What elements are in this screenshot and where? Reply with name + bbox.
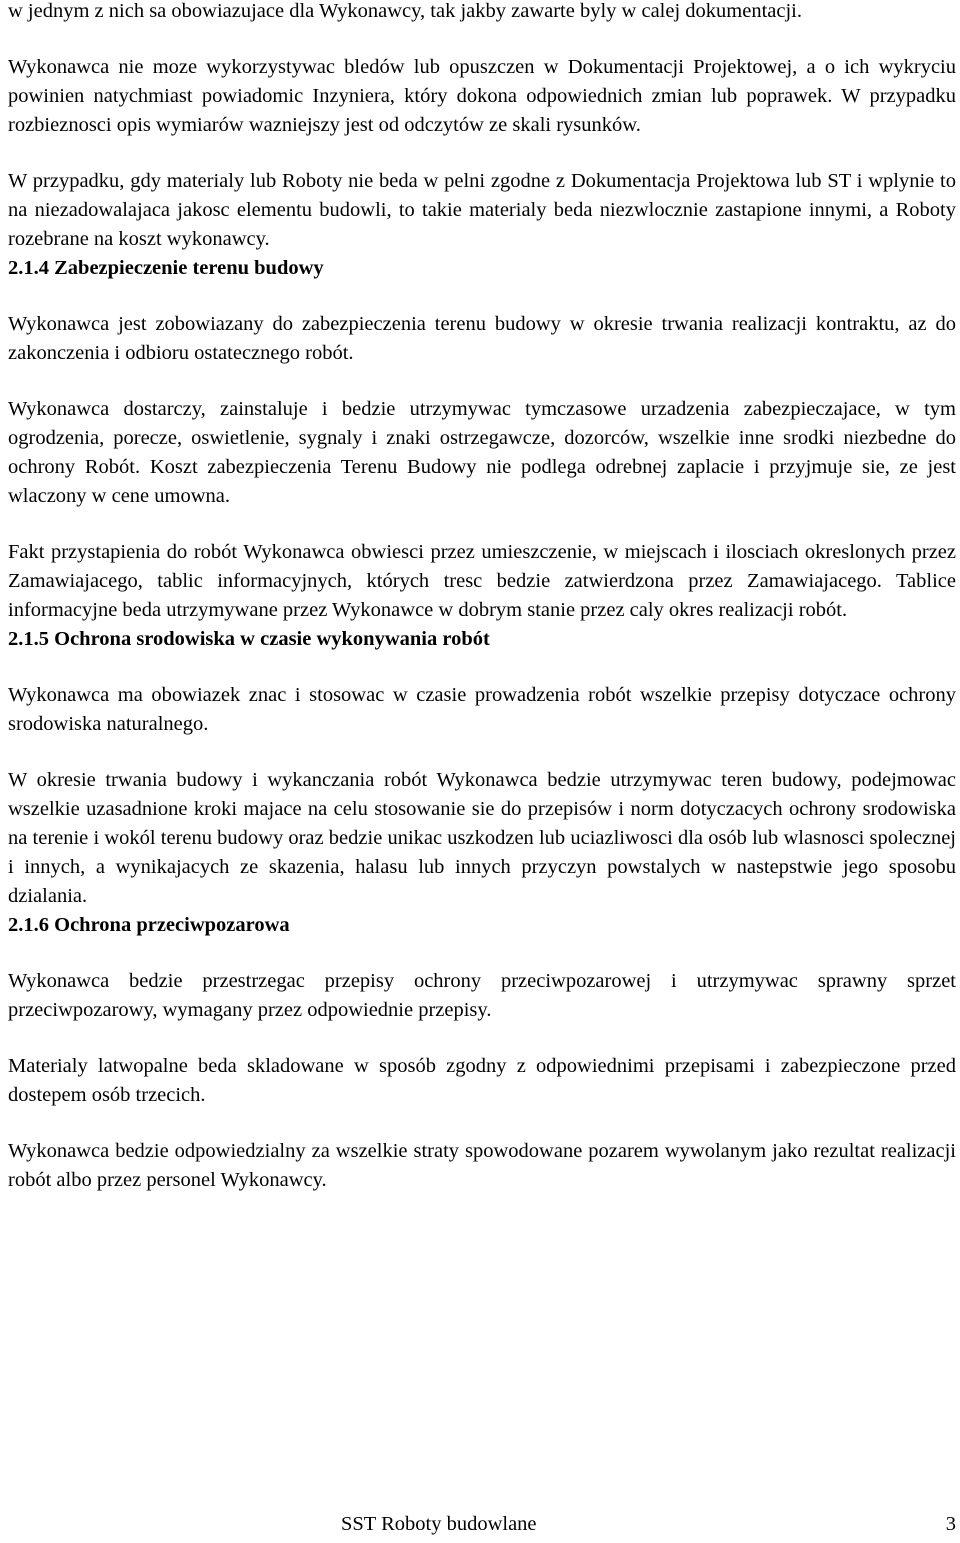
paragraph-flammable-materials: Materialy latwopalne beda skladowane w sposób zgodny z odpowiednimi przepisami i zabezpieczone przed dostepem osób trzecich. xyxy=(8,1055,956,1106)
paragraph-information-boards: Fakt przystapienia do robót Wykonawca obwiesci przez umieszczenie, w miejscach i ilosciach okreslonych przez Zamawiajacego, tablic informacyjnych, których tresc bedzie zatwierdzona przez Zamawiajacego. Tablice informacyjne beda utrzymywane przez Wykonawce w dobrym stanie przez caly okres realizacji robót. xyxy=(8,541,956,621)
paragraph-nonconforming-materials: W przypadku, gdy materialy lub Roboty nie beda w pelni zgodne z Dokumentacja Projektowa lub ST i wplynie to na niezadowalajaca jakosc elementu budowli, to takie materialy beda niezwlocznie zastapione innymi, a Roboty rozebrane na koszt wykonawcy. xyxy=(8,170,956,250)
paragraph-continuation: w jednym z nich sa obowiazujace dla Wykonawcy, tak jakby zawarte byly w calej dokumentacji. xyxy=(8,0,802,22)
paragraph-environment-obligation: Wykonawca ma obowiazek znac i stosowac w czasie prowadzenia robót wszelkie przepisy dotyczace ochrony srodowiska naturalnego. xyxy=(8,684,956,735)
paragraph-design-errors: Wykonawca nie moze wykorzystywac bledów lub opuszczen w Dokumentacji Projektowej, a o ich wykryciu powinien natychmiast powiadomic Inzyniera, który dokona odpowiednich zmian lub poprawek. W przypadku rozbieznosci opis wymiarów wazniejszy jest od odczytów ze skali rysunków. xyxy=(8,56,956,136)
paragraph-temporary-devices: Wykonawca dostarczy, zainstaluje i bedzie utrzymywac tymczasowe urzadzenia zabezpieczajace, w tym ogrodzenia, porecze, oswietlenie, sygnaly i znaki ostrzegawcze, dozorców, wszelkie inne srodki niezbedne do ochrony Robót. Koszt zabezpieczenia Terenu Budowy nie podlega odrebnej zaplacie i przyjmuje sie, ze jest wlaczony w cene umowna. xyxy=(8,398,956,507)
document-page xyxy=(8,0,956,1195)
paragraph-site-security-obligation: Wykonawca jest zobowiazany do zabezpieczenia terenu budowy w okresie trwania realizacji kontraktu, az do zakonczenia i odbioru ostatecznego robót. xyxy=(8,313,956,364)
paragraph-environment-measures: W okresie trwania budowy i wykanczania robót Wykonawca bedzie utrzymywac teren budowy, podejmowac wszelkie uzasadnione kroki majace na celu stosowanie sie do przepisów i norm dotyczacych ochrony srodowiska na terenie i wokól terenu budowy oraz bedzie unikac uszkodzen lub uciazliwosci dla osób lub wlasnosci spolecznej i innych, a wynikajacych ze skazenia, halasu lub innych przyczyn powstalych w nastepstwie jego sposobu dzialania. xyxy=(8,769,956,907)
section-heading-site-security: 2.1.4 Zabezpieczenie terenu budowy xyxy=(8,257,324,279)
page-footer xyxy=(0,1509,960,1539)
section-heading-environment: 2.1.5 Ochrona srodowiska w czasie wykonywania robót xyxy=(8,628,490,650)
page-number: 3 xyxy=(945,1513,956,1535)
paragraph-fire-equipment: Wykonawca bedzie przestrzegac przepisy ochrony przeciwpozarowej i utrzymywac sprawny sprzet przeciwpozarowy, wymagany przez odpowiednie przepisy. xyxy=(8,970,956,1021)
paragraph-fire-liability: Wykonawca bedzie odpowiedzialny za wszelkie straty spowodowane pozarem wywolanym jako rezultat realizacji robót albo przez personel Wykonawcy. xyxy=(8,1140,956,1191)
footer-title: SST Roboty budowlane xyxy=(341,1513,537,1535)
section-heading-fire-protection: 2.1.6 Ochrona przeciwpozarowa xyxy=(8,914,290,936)
